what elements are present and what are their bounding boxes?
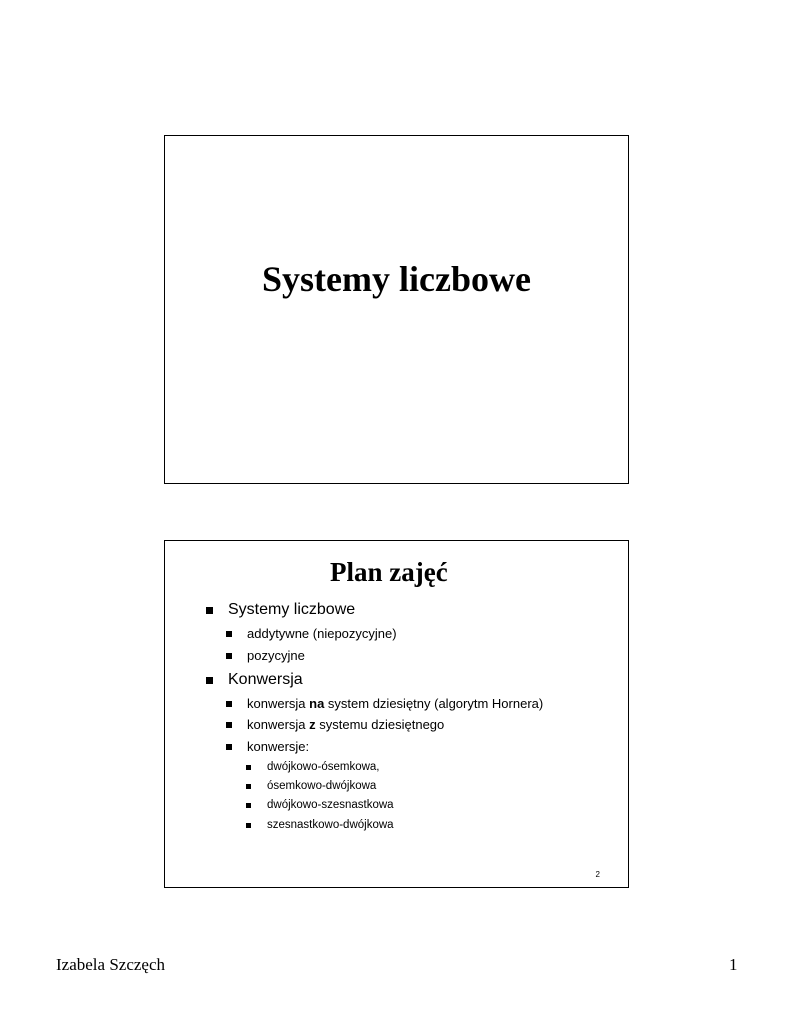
bullet-list (165, 541, 628, 887)
square-bullet-icon (226, 701, 232, 707)
square-bullet-icon (226, 653, 232, 659)
list-item (246, 799, 394, 811)
square-bullet-icon (226, 722, 232, 728)
list-item (206, 601, 355, 619)
square-bullet-icon (246, 765, 251, 770)
list-item-text: pozycyjne (247, 648, 305, 663)
list-item (226, 626, 397, 641)
list-item (226, 696, 543, 711)
square-bullet-icon (206, 677, 213, 684)
list-item (226, 717, 444, 732)
list-item (226, 648, 305, 663)
list-item-text: addytywne (niepozycyjne) (247, 626, 397, 641)
list-item-text: Systemy liczbowe (228, 601, 356, 618)
list-item-text: ósemkowo-dwójkowa (267, 780, 377, 792)
slide-1-title: Systemy liczbowe (262, 259, 531, 299)
square-bullet-icon (206, 607, 213, 614)
slide-1 (164, 135, 629, 484)
square-bullet-icon (226, 631, 232, 637)
list-item-text: Konwersja (228, 671, 303, 688)
list-item (246, 780, 376, 792)
slide-number: 2 (595, 870, 600, 879)
list-item (206, 671, 303, 689)
list-item-text: dwójkowo-szesnastkowa (267, 799, 394, 811)
list-item (246, 761, 380, 773)
list-item-text: konwersje: (247, 739, 310, 754)
square-bullet-icon (226, 744, 232, 750)
list-item (246, 819, 394, 831)
square-bullet-icon (246, 784, 251, 789)
slide-2-title: Plan zajęć (330, 557, 448, 587)
list-item-text: szesnastkowo-dwójkowa (267, 819, 394, 831)
list-item-text: konwersja z systemu dziesiętnego (247, 717, 445, 732)
list-item-text: konwersja na system dziesiętny (algorytm Hornera) (247, 696, 544, 711)
slide-2 (164, 540, 629, 888)
square-bullet-icon (246, 803, 251, 808)
list-item (226, 739, 309, 754)
footer-author: Izabela Szczęch (56, 955, 165, 974)
list-item-text: dwójkowo-ósemkowa, (267, 761, 380, 773)
footer-page-number: 1 (729, 955, 738, 974)
square-bullet-icon (246, 823, 251, 828)
